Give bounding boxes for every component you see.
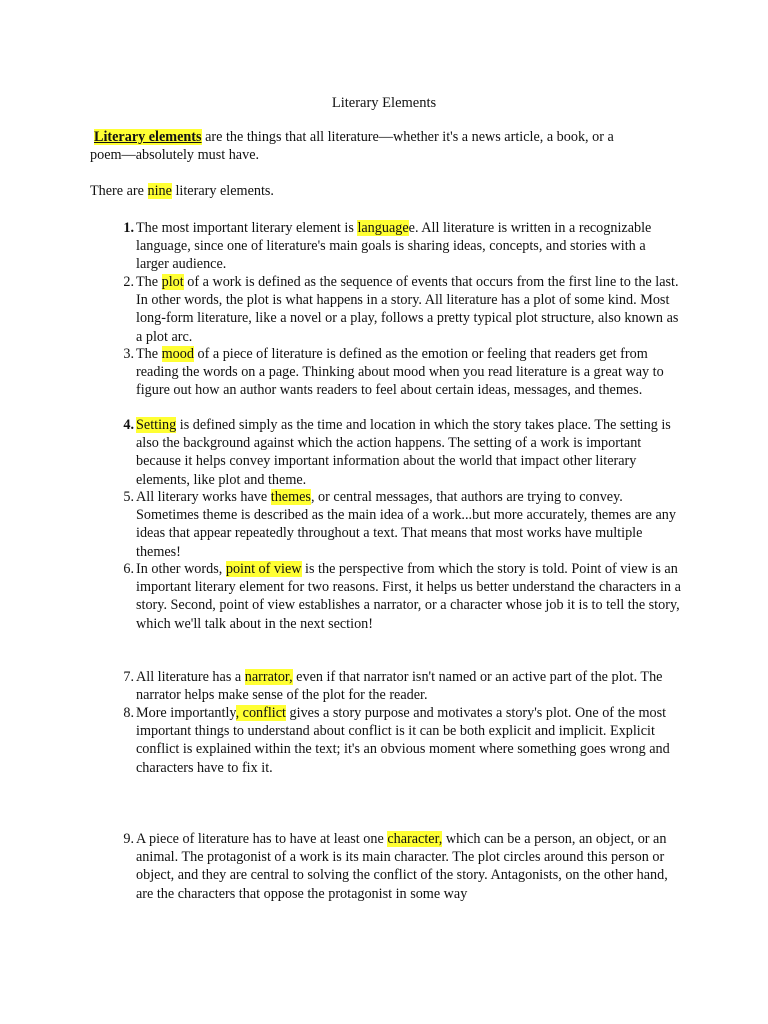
list-item-post: is defined simply as the time and location in which the story takes place. The setting is also the background against which the action happens. The setting of a work is important because it helps convey important information about the world that impact other literary elements, like plot and theme. (136, 417, 671, 488)
list-item-post: of a piece of literature is defined as the emotion or feeling that readers get from reading the words on a page. Thinking about mood when you read literature is a great way to figure out how an author wants readers to feel about certain ideas, messages, and themes. (136, 346, 664, 399)
count-before: There are (90, 183, 148, 199)
list-item-highlight: point of view (225, 561, 302, 577)
intro-line2: poem—absolutely must have. (90, 147, 260, 163)
list-item-highlight: character, (387, 831, 443, 847)
list-item-pre: All literary works have (136, 489, 271, 505)
count-highlight: nine (147, 183, 172, 199)
list-item-text (136, 488, 681, 561)
list-item-highlight: themes (270, 489, 311, 505)
list-item-pre: The (136, 274, 162, 290)
list-item-highlight: narrator, (244, 669, 293, 685)
list-item-number: 8. (123, 705, 134, 721)
list-item-text (136, 219, 681, 274)
list-item-post: e. All literature is written in a recognizable language, since one of literature's main goals is sharing ideas, concepts, and stories with a larger audience. (136, 220, 652, 273)
list-item-number: 5. (123, 489, 134, 505)
list-item-pre: More importantly (136, 705, 236, 721)
list-item-number: 2. (123, 274, 134, 290)
list-item-highlight: , conflict (235, 705, 286, 721)
count-after: literary elements. (171, 183, 274, 199)
list-item-text (136, 560, 681, 633)
list-item-number: 7. (123, 669, 134, 685)
list-item-highlight: plot (161, 274, 184, 290)
list-item-post: which can be a person, an object, or an animal. The protagonist of a work is its main character. The plot circles around this person or object, and they are central to solving the conflict of the story. Antagonists, on the other hand, are the characters that oppose the protagonist in some way (136, 831, 668, 902)
list-item-post: , or central messages, that authors are trying to convey. Sometimes theme is described as the main idea of a work...but more accurately, themes are any ideas that appear repeatedly throughout a text. That means that most works have multiple themes! (136, 489, 676, 560)
intro-term-highlight: Literary elements (94, 129, 202, 145)
list-item-highlight: mood (161, 346, 194, 362)
list-item-highlight: language (357, 220, 409, 236)
list-item-number: 1. (123, 220, 134, 236)
list-item-pre: The most important literary element is (136, 220, 358, 236)
list-item-pre: The (136, 346, 162, 362)
list-item-highlight: Setting (136, 417, 177, 433)
list-item-post: of a work is defined as the sequence of events that occurs from the first line to the last. In other words, the plot is what happens in a story. All literature has a plot of some kind. Most long-form literature, like a novel or a play, follows a pretty typical plot structure, also known as a plot arc. (136, 274, 679, 345)
list-item-number: 6. (123, 561, 134, 577)
intro-paragraph (90, 128, 680, 164)
list-item-text (136, 345, 681, 400)
list-item-pre: A piece of literature has to have at least one (136, 831, 388, 847)
count-paragraph (90, 182, 680, 200)
list-item-text (136, 668, 681, 704)
list-item-post: is the perspective from which the story is told. Point of view is an important literary element for two reasons. First, it helps us better understand the characters in a story. Second, point of view establishes a narrator, or a character whose job it is to tell the story, which we'll talk about in the next section! (136, 561, 681, 632)
list-item-number: 3. (123, 346, 134, 362)
intro-line1: are the things that all literature—whether it's a news article, a book, or a (201, 129, 614, 145)
list-item-pre: In other words, (136, 561, 226, 577)
list-item-post: gives a story purpose and motivates a story's plot. One of the most important things to understand about conflict is it can be both explicit and implicit. Explicit conflict is explained within the text; it's an obvious moment where something goes wrong and characters have to fix it. (136, 705, 670, 776)
list-item-text (136, 273, 681, 346)
list-item-number: 9. (123, 831, 134, 847)
page-title: Literary Elements (331, 95, 437, 111)
list-item-post: even if that narrator isn't named or an active part of the plot. The narrator helps make sense of the plot for the reader. (136, 669, 663, 704)
list-item-pre: All literature has a (136, 669, 245, 685)
list-item-text (136, 830, 681, 903)
list-item-text (136, 416, 681, 489)
list-item-number: 4. (123, 417, 134, 433)
list-item-text (136, 704, 681, 777)
